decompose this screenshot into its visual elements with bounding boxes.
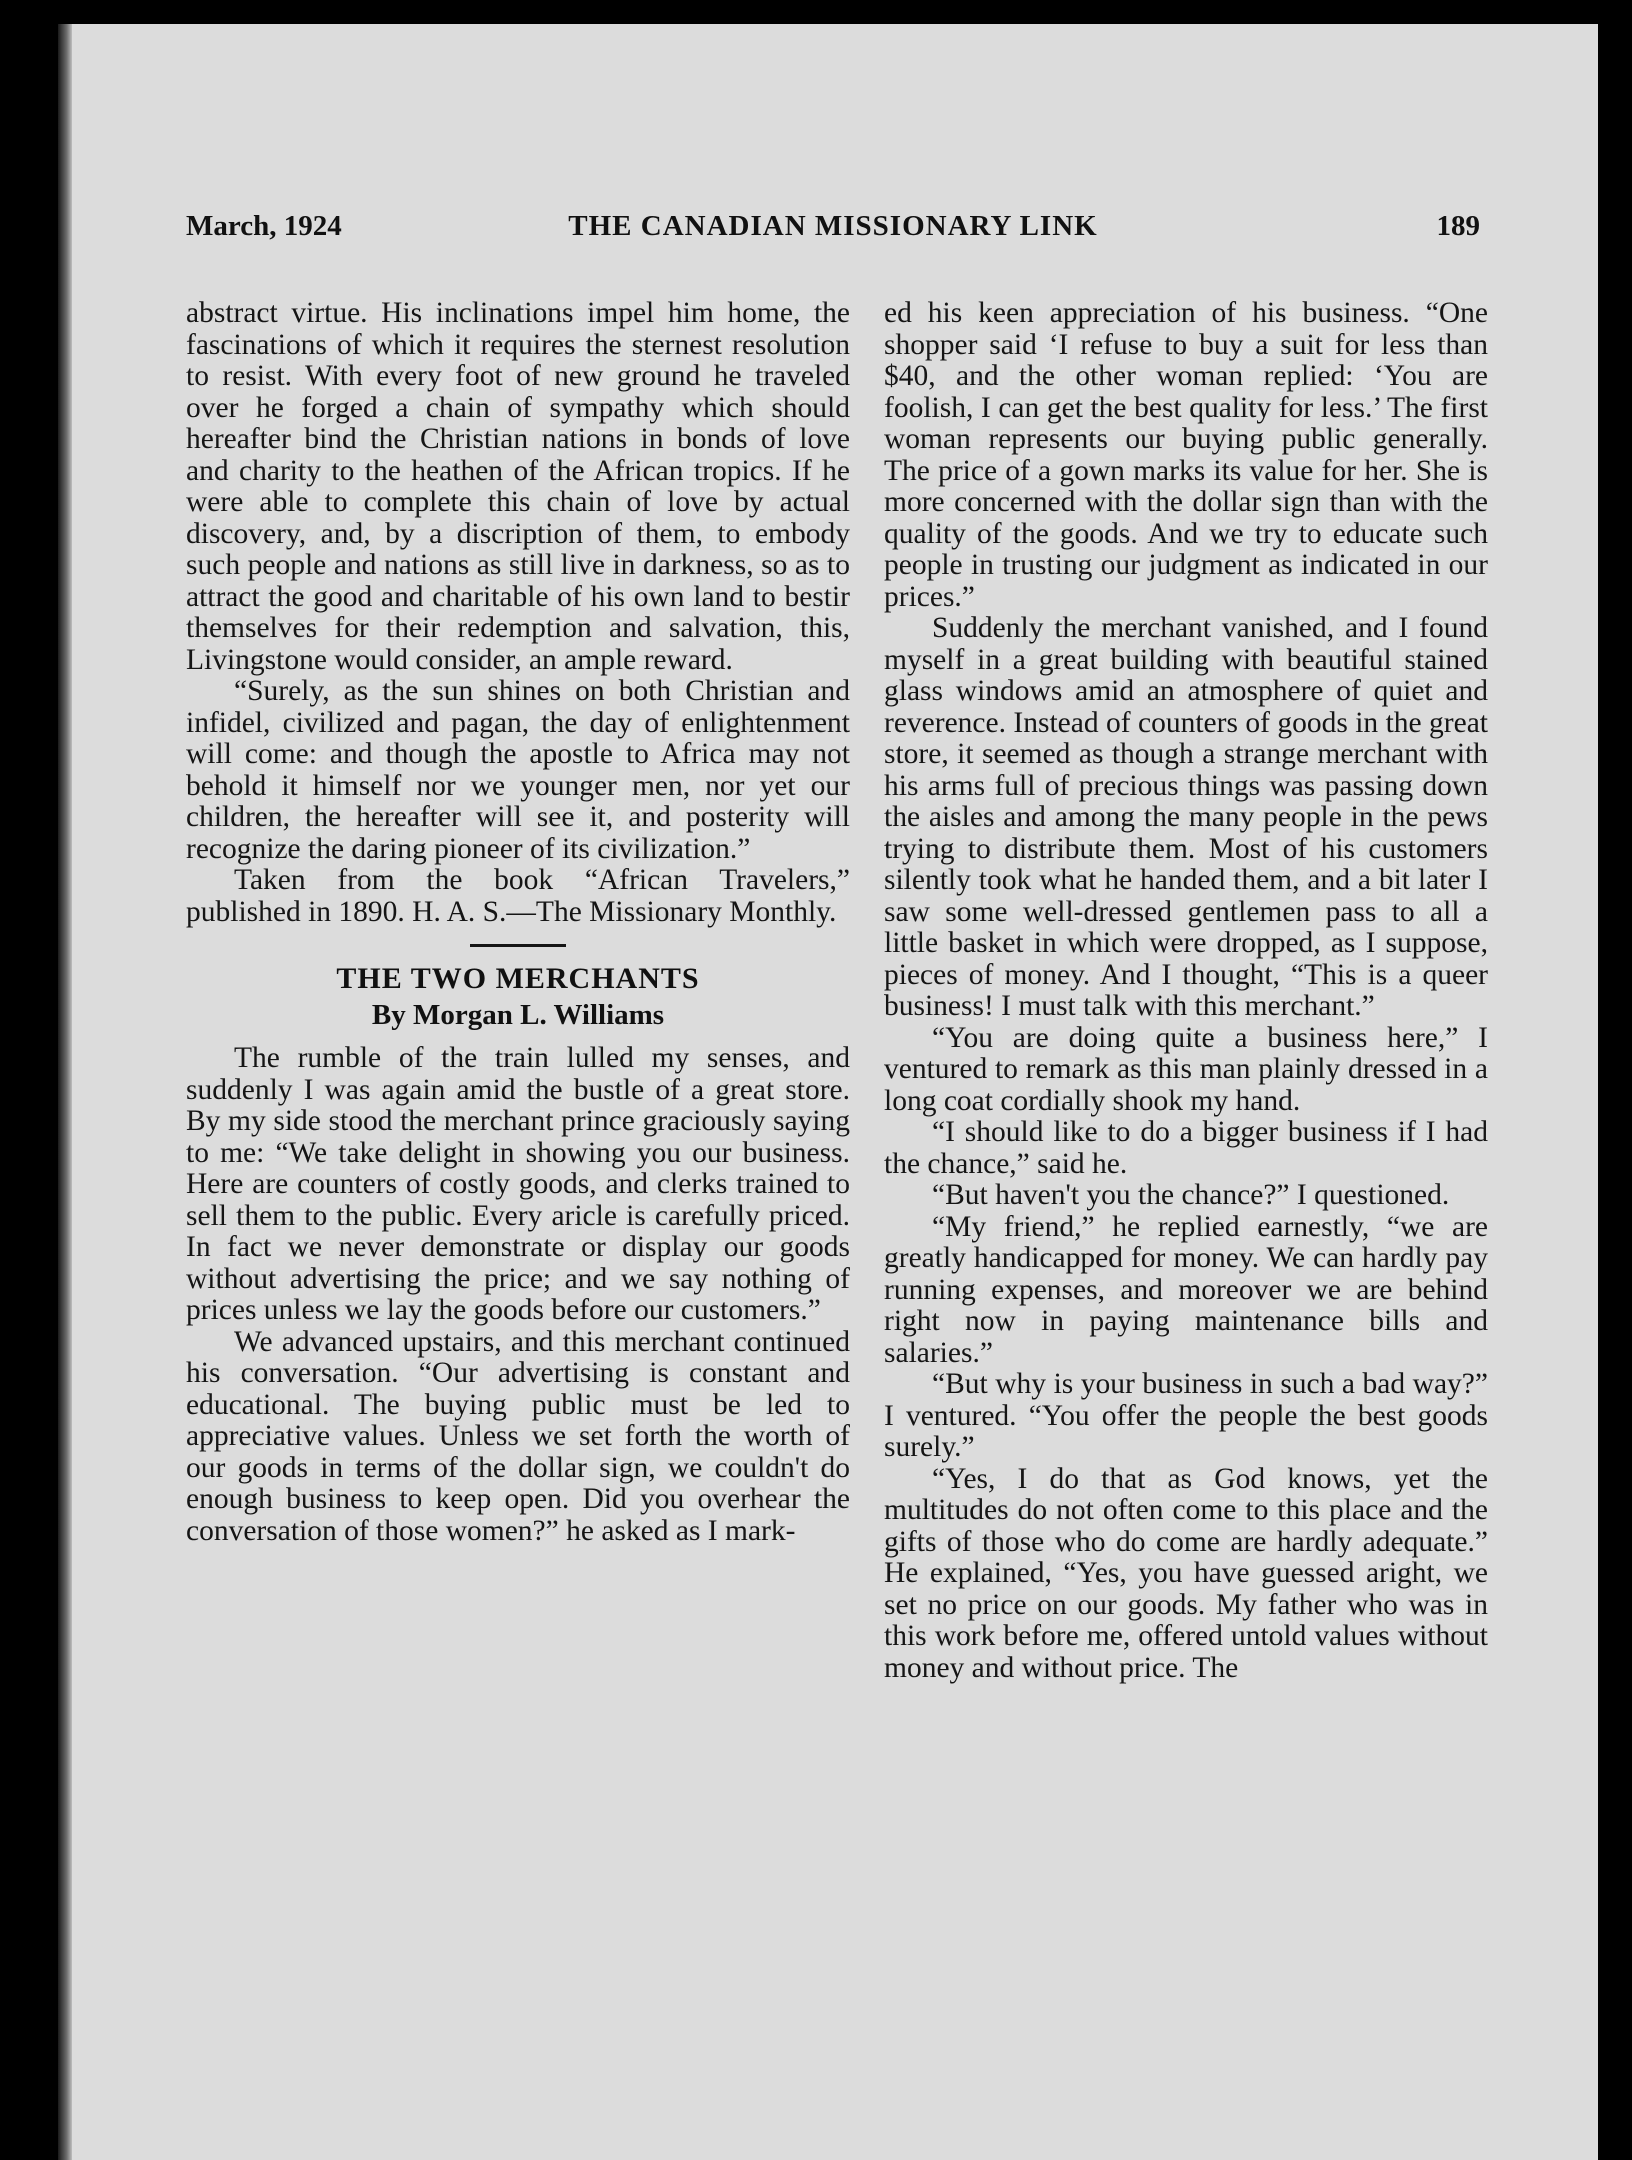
source-note: Taken from the book “African Travelers,” published in 1890. H. A. S.—The Missionary Monthly. [186,864,850,928]
paragraph: “Yes, I do that as God knows, yet the multitudes do not often come to this place and the gifts of those who do come are hardly adequate.” He explained, “Yes, you have guessed aright, we set no price on our goods. My father who was in this work before me, offered untold values without money and without price. The [884,1462,1488,1684]
running-header [186,210,1480,254]
article-byline: By Morgan L. Williams [371,999,665,1031]
paragraph: “But haven't you the chance?” I questioned. [932,1179,1450,1211]
paragraph: abstract virtue. His inclinations impel him home, the fascinations of which it requires the sternest resolution to resist. With every foot of new ground he traveled over he forged a chain of sympathy which should hereafter bind the Christian nations in bonds of love and charity to the heathen of the African tropics. If he were able to complete this chain of love by actual discovery, and, by a discription of them, to embody such people and nations as still live in darkness, so as to attract the good and charitable of his own land to bestir themselves for their redemption and salvation, this, Livingstone would consider, an ample reward. [186,297,850,676]
right-column [884,298,1488,1684]
magazine-page [58,24,1598,2160]
paragraph: ed his keen appreciation of his business. “One shopper said ‘I refuse to buy a suit for less than $40, and the other woman replied: ‘You are foolish, I can get the best quality for less.’ The first woman represents our buying public generally. The price of a gown marks its value for her. She is more concerned with the dollar sign than with the quality of the goods. And we try to educate such people in trusting our judgment as indicated in our prices.” [884,297,1488,613]
left-column [186,298,850,1547]
paragraph: “But why is your business in such a bad way?” I ventured. “You offer the people the best goods surely.” [884,1368,1488,1463]
page-number: 189 [1436,210,1480,242]
article-title: THE TWO MERCHANTS [336,962,700,995]
paragraph: “You are doing quite a business here,” I ventured to remark as this man plainly dressed in a long coat cordially shook my hand. [884,1021,1488,1117]
section-divider [470,944,566,947]
page-binding-edge [58,24,72,2160]
issue-date: March, 1924 [186,210,342,242]
paragraph: We advanced upstairs, and this merchant continued his conversation. “Our advertising is constant and educational. The buying public must be led to appreciative values. Unless we set forth the worth of our goods in terms of the dollar sign, we couldn't do enough business to keep open. Did you overhear the conversation of those women?” he asked as I mark- [186,1325,850,1547]
publication-title: THE CANADIAN MISSIONARY LINK [568,210,1098,242]
paragraph: “Surely, as the sun shines on both Christian and infidel, civilized and pagan, the day of enlightenment will come: and though the apostle to Africa may not behold it himself nor we younger men, nor yet our children, the hereafter will see it, and posterity will recognize the daring pioneer of its civilization.” [186,675,850,865]
paragraph: The rumble of the train lulled my senses, and suddenly I was again amid the bustle of a great store. By my side stood the merchant prince graciously saying to me: “We take delight in showing you our business. Here are counters of costly goods, and clerks trained to sell them to the public. Every aricle is carefully priced. In fact we never demonstrate or display our goods without advertising the price; and we say nothing of prices unless we lay the goods before our customers.” [186,1042,850,1326]
paragraph: “My friend,” he replied earnestly, “we are greatly handicapped for money. We can hardly pay running expenses, and moreover we are behind right now in paying maintenance bills and salaries.” [884,1210,1488,1369]
paragraph: Suddenly the merchant vanished, and I found myself in a great building with beautiful stained glass windows amid an atmosphere of quiet and reverence. Instead of counters of goods in the great store, it seemed as though a strange merchant with his arms full of precious things was passing down the aisles and among the many people in the pews trying to distribute them. Most of his customers silently took what he handed them, and a bit later I saw some well-dressed gentlemen pass to all a little basket in which were dropped, as I suppose, pieces of money. And I thought, “This is a queer business! I must talk with this merchant.” [884,612,1488,1022]
paragraph: “I should like to do a bigger business if I had the chance,” said he. [884,1116,1488,1180]
